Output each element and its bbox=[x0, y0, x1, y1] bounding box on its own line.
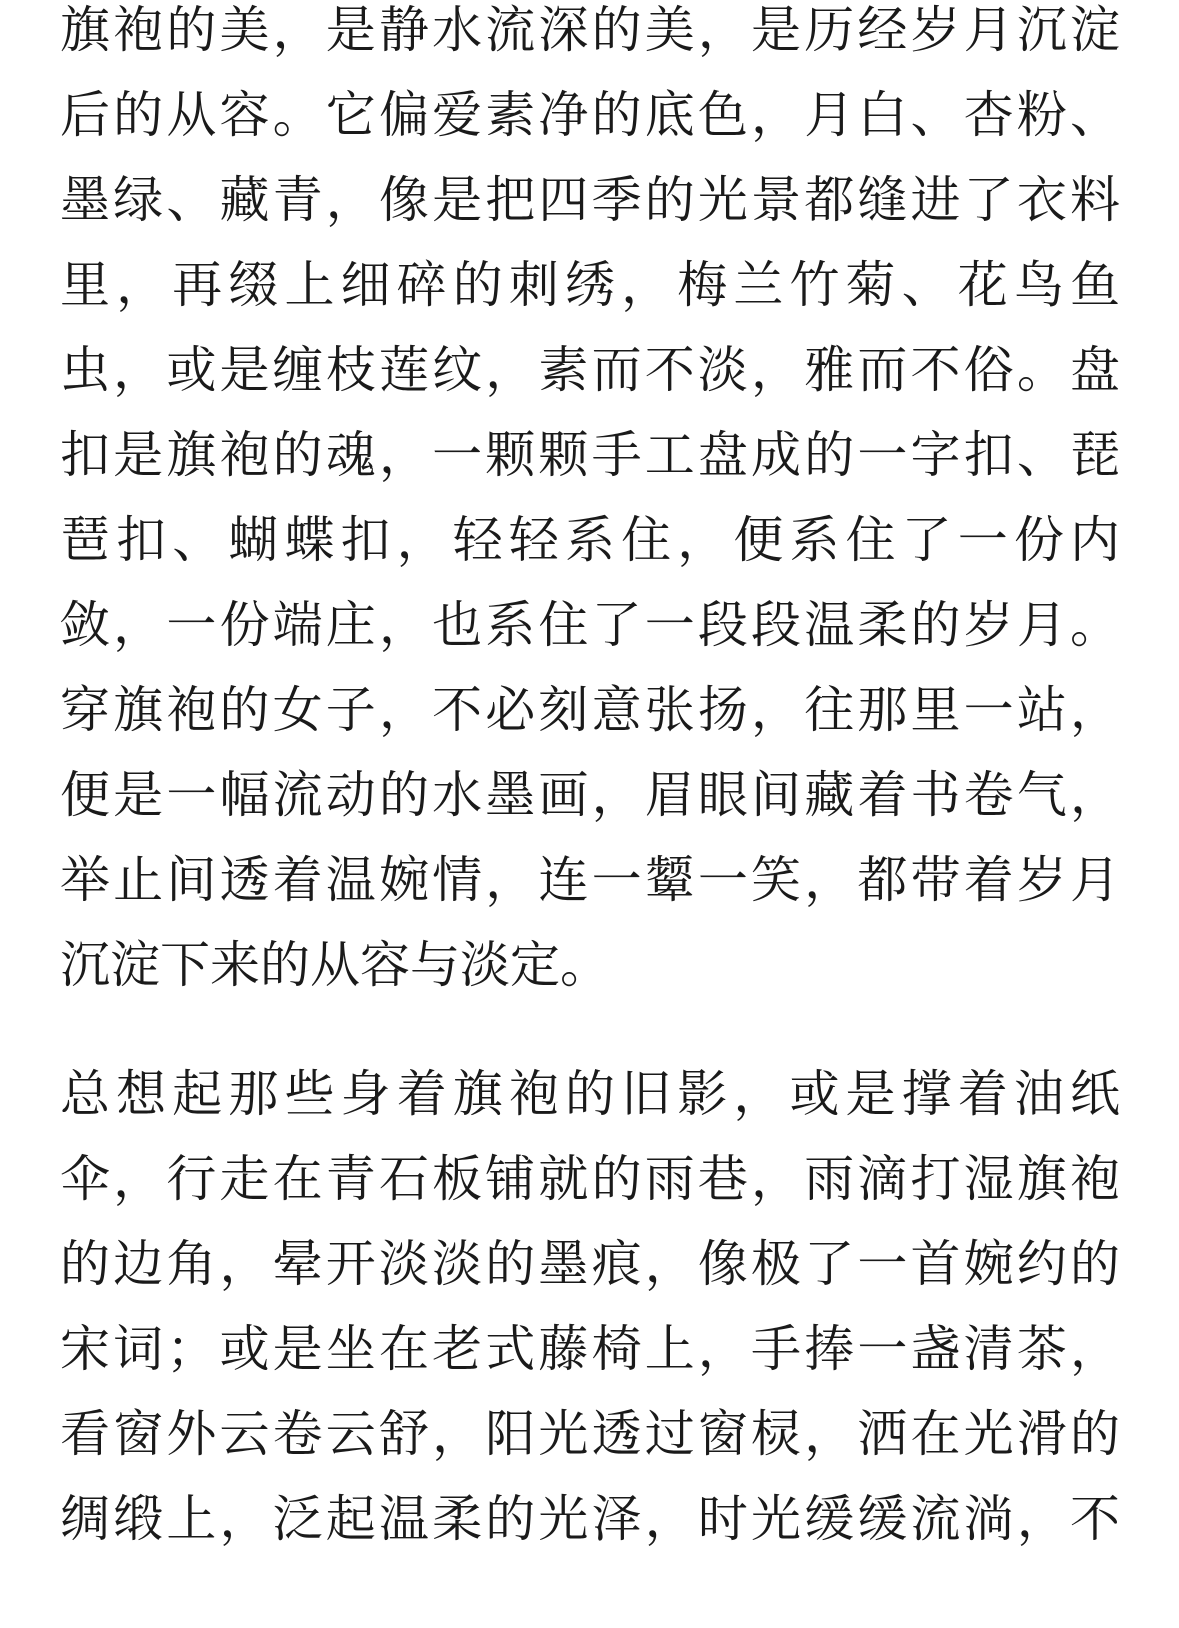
text-line: 宋词；或是坐在老式藤椅上，手捧一盏清茶， bbox=[60, 1320, 1120, 1378]
text-line: 便是一幅流动的水墨画，眉眼间藏着书卷气， bbox=[60, 766, 1120, 824]
text-line: 虫，或是缠枝莲纹，素而不淡，雅而不俗。盘 bbox=[60, 341, 1120, 399]
text-line: 的边角，晕开淡淡的墨痕，像极了一首婉约的 bbox=[60, 1235, 1120, 1293]
text-line: 沉淀下来的从容与淡定。 bbox=[60, 936, 610, 994]
paragraph-2 bbox=[60, 1052, 1120, 1562]
text-line: 琶扣、蝴蝶扣，轻轻系住，便系住了一份内 bbox=[60, 511, 1120, 569]
text-line: 绸缎上，泛起温柔的光泽，时光缓缓流淌，不 bbox=[60, 1490, 1120, 1548]
text-line: 扣是旗袍的魂，一颗颗手工盘成的一字扣、琵 bbox=[60, 426, 1120, 484]
text-line: 旗袍的美，是静水流深的美，是历经岁月沉淀 bbox=[60, 1, 1120, 59]
paragraph-1 bbox=[60, 0, 1120, 1008]
text-line: 总想起那些身着旗袍的旧影，或是撑着油纸 bbox=[60, 1065, 1120, 1123]
text-line: 里，再缀上细碎的刺绣，梅兰竹菊、花鸟鱼 bbox=[60, 256, 1120, 314]
text-line: 敛，一份端庄，也系住了一段段温柔的岁月。 bbox=[60, 596, 1120, 654]
text-line: 看窗外云卷云舒，阳光透过窗棂，洒在光滑的 bbox=[60, 1405, 1120, 1463]
text-line: 墨绿、藏青，像是把四季的光景都缝进了衣料 bbox=[60, 171, 1120, 229]
text-line: 后的从容。它偏爱素净的底色，月白、杏粉、 bbox=[60, 86, 1120, 144]
text-line: 伞，行走在青石板铺就的雨巷，雨滴打湿旗袍 bbox=[60, 1150, 1120, 1208]
text-line: 穿旗袍的女子，不必刻意张扬，往那里一站， bbox=[60, 681, 1120, 739]
text-line: 举止间透着温婉情，连一颦一笑，都带着岁月 bbox=[60, 851, 1120, 909]
